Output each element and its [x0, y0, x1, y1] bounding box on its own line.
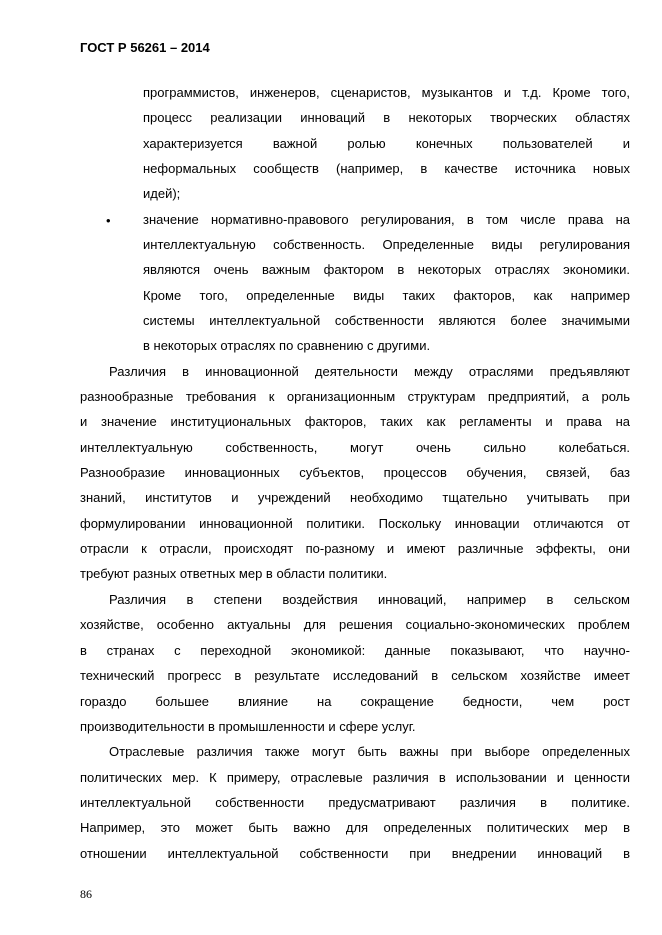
- text-line: Различия в инновационной деятельности между отраслями предъявляют: [109, 364, 630, 379]
- text-line: в некоторых отраслях по сравнению с другими.: [143, 338, 431, 353]
- text-line: характеризуется важной ролью конечных пользователей и: [143, 136, 630, 151]
- text-line: интеллектуальную собственность, могут очень сильно колебаться.: [80, 440, 630, 455]
- text-line: процесс реализации инноваций в некоторых творческих областях: [143, 110, 630, 125]
- text-line: Например, это может быть важно для определенных политических мер в: [80, 820, 630, 835]
- text-line: интеллектуальную собственность. Определенные виды регулирования: [143, 237, 630, 252]
- text-line: интеллектуальной собственности предусматривают различия в политике.: [80, 795, 630, 810]
- text-line: гораздо большее влияние на сокращение бедности, чем рост: [80, 694, 630, 709]
- text-line: являются очень важным фактором в некоторых отраслях экономики.: [143, 262, 630, 277]
- text-line: формулировании инновационной политики. Поскольку инновации отличаются от: [80, 516, 630, 531]
- text-line: системы интеллектуальной собственности являются более значимыми: [143, 313, 630, 328]
- text-line: политических мер. К примеру, отраслевые различия в использовании и ценности: [80, 770, 630, 785]
- text-line: Различия в степени воздействия инноваций, например в сельском: [109, 592, 630, 607]
- text-line: Кроме того, определенные виды таких факторов, как например: [143, 288, 630, 303]
- text-line: идей);: [143, 186, 181, 201]
- text-line: отрасли к отрасли, происходят по-разному и имеют различные эффекты, они: [80, 541, 630, 556]
- text-line: хозяйстве, особенно актуальны для решения социально-экономических проблем: [80, 617, 630, 632]
- text-line: знаний, институтов и учреждений необходимо тщательно учитывать при: [80, 490, 630, 505]
- text-line: технический прогресс в результате исследований в сельском хозяйстве имеет: [80, 668, 630, 683]
- text-line: производительности в промышленности и сфере услуг.: [80, 719, 416, 734]
- text-line: Отраслевые различия также могут быть важны при выборе определенных: [109, 744, 630, 759]
- text-line: неформальных сообществ (например, в качестве источника новых: [143, 161, 630, 176]
- text-line: в странах с переходной экономикой: данные показывают, что научно-: [80, 643, 630, 658]
- text-line: программистов, инженеров, сценаристов, музыкантов и т.д. Кроме того,: [143, 85, 630, 100]
- bullet-icon: •: [106, 213, 111, 228]
- text-line: разнообразные требования к организационным структурам предприятий, а роль: [80, 389, 630, 404]
- text-line: требуют разных ответных мер в области политики.: [80, 566, 388, 581]
- text-line: Разнообразие инновационных субъектов, процессов обучения, связей, баз: [80, 465, 630, 480]
- text-line: и значение институциональных факторов, таких как регламенты и права на: [80, 414, 630, 429]
- page-number: 86: [80, 887, 92, 901]
- page-header: ГОСТ Р 56261 – 2014: [80, 40, 210, 55]
- text-line: значение нормативно-правового регулирования, в том числе права на: [143, 212, 630, 227]
- text-line: отношении интеллектуальной собственности при внедрении инноваций в: [80, 846, 630, 861]
